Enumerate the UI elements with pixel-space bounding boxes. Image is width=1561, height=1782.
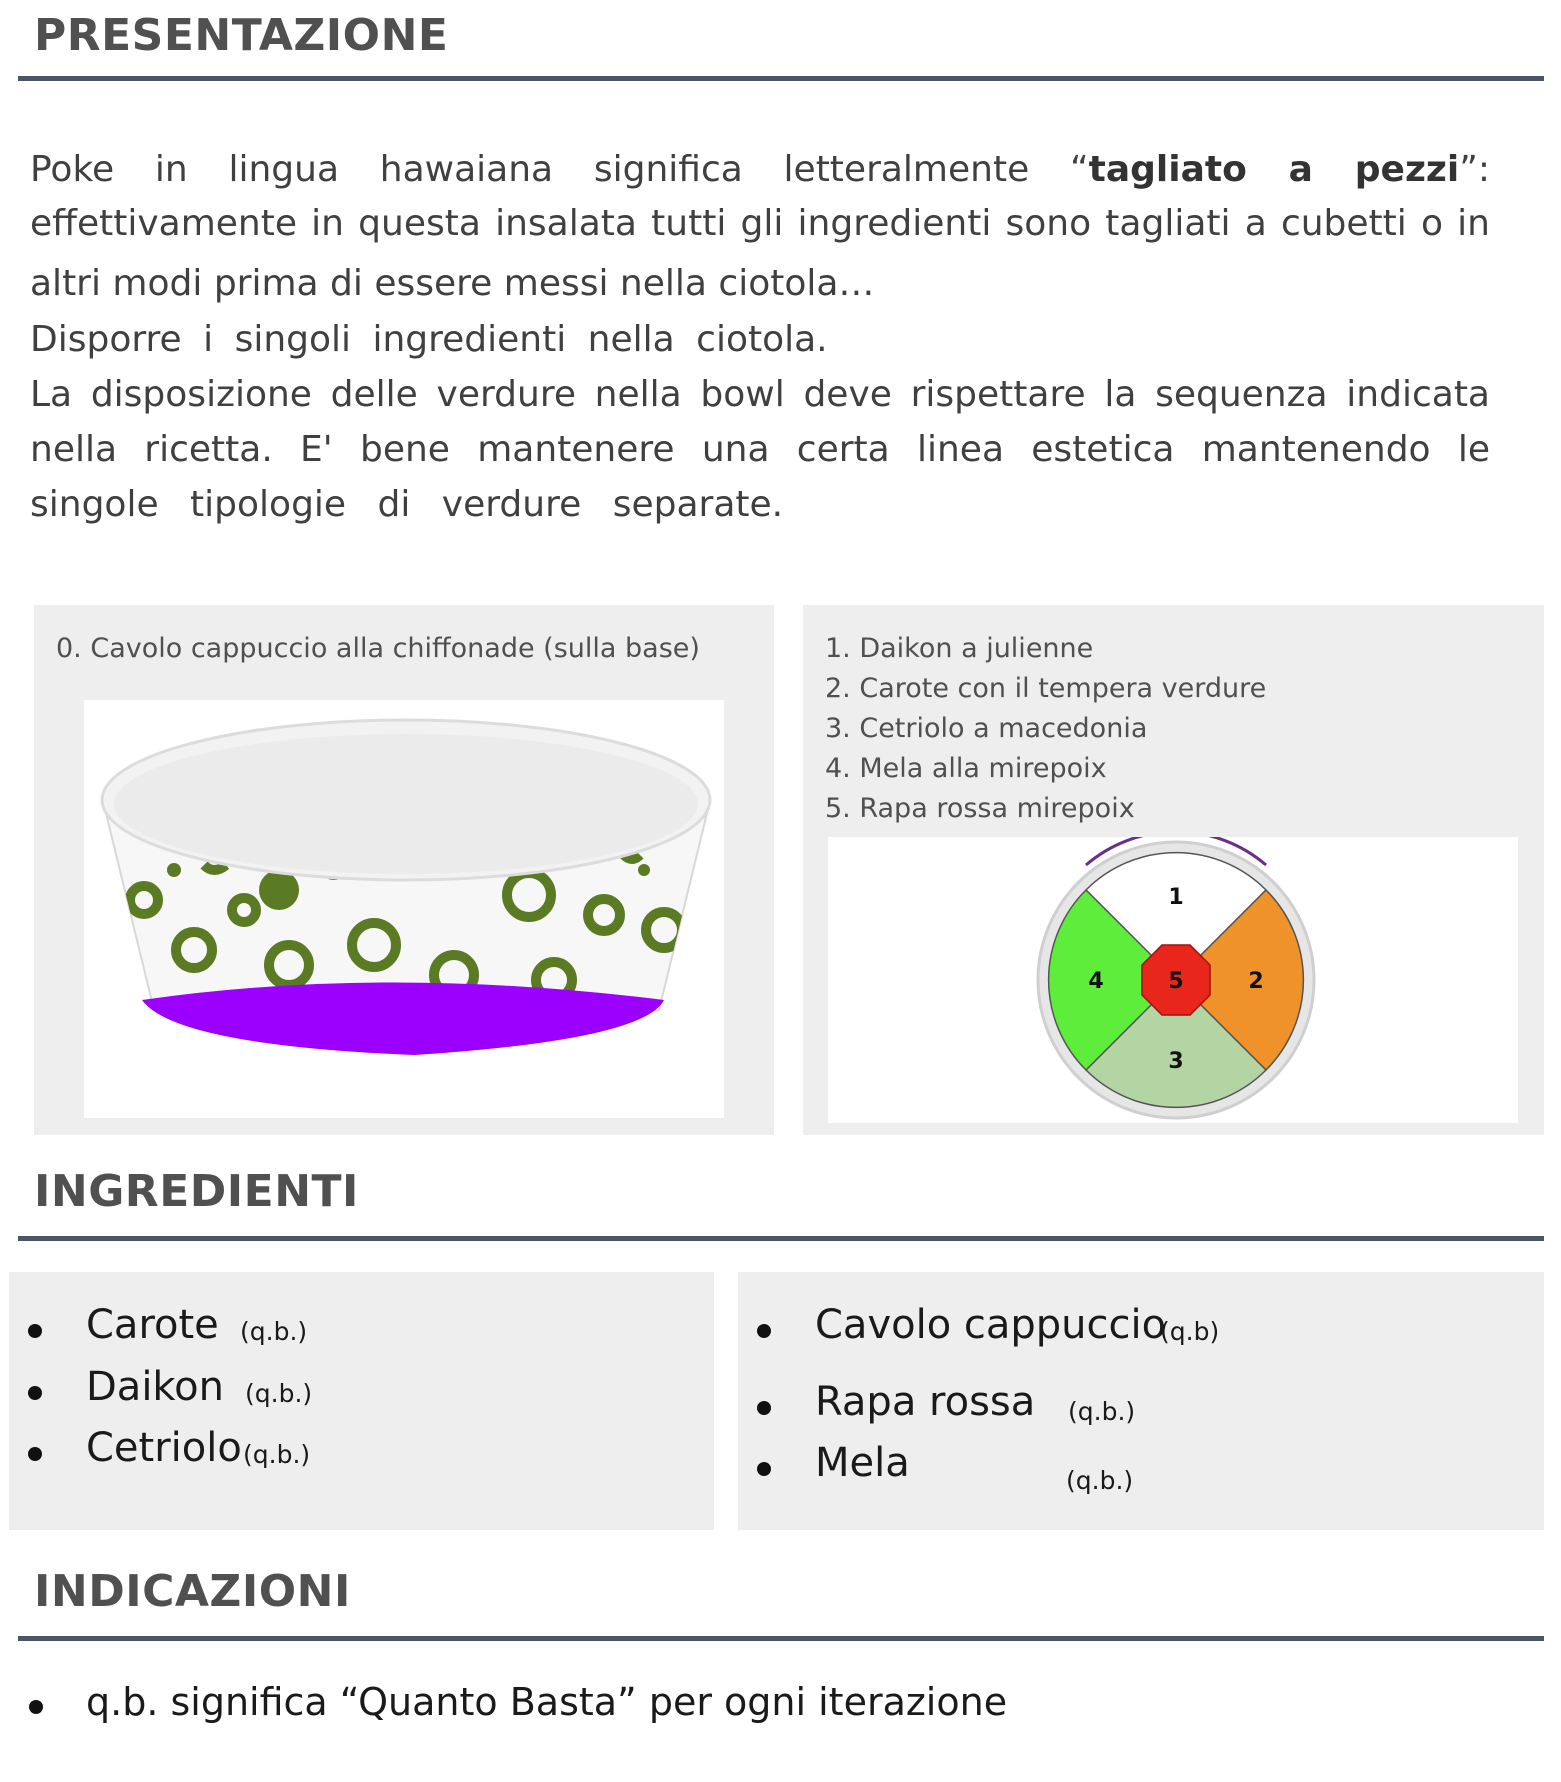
ingredient-name: Rapa rossa bbox=[815, 1379, 1036, 1425]
step-item: 3. Cetriolo a macedonia bbox=[825, 713, 1148, 744]
section-title-ingredients: INGREDIENTI bbox=[34, 1166, 359, 1217]
note-item: q.b. significa “Quanto Basta” per ogni iterazione bbox=[86, 1680, 1008, 1724]
ingredient-name: Mela bbox=[815, 1440, 910, 1486]
intro-line: Disporre i singoli ingredienti nella ciotola. bbox=[30, 319, 828, 360]
ingredient-qty: (q.b.) bbox=[245, 1379, 313, 1408]
ingredient-name: Cetriolo bbox=[86, 1425, 242, 1471]
bullet bbox=[28, 1447, 42, 1461]
wedge-label-1: 1 bbox=[1168, 885, 1184, 910]
step-item: 5. Rapa rossa mirepoix bbox=[825, 793, 1135, 824]
wedge-label-4: 4 bbox=[1088, 969, 1104, 994]
wedge-label-3: 3 bbox=[1168, 1049, 1184, 1074]
ingredient-name: Cavolo cappuccio bbox=[815, 1302, 1167, 1348]
intro-bold: tagliato a pezzi bbox=[1088, 149, 1460, 190]
section-title-indications: INDICAZIONI bbox=[34, 1566, 351, 1617]
bullet bbox=[757, 1401, 771, 1415]
intro-line: La disposizione delle verdure nella bowl deve rispettare la sequenza indicata bbox=[30, 374, 1490, 415]
ingredient-qty: (q.b.) bbox=[1066, 1466, 1134, 1495]
intro-line: nella ricetta. E' bene mantenere una certa linea estetica mantenendo le bbox=[30, 429, 1490, 470]
ingredients-right-panel bbox=[738, 1272, 1544, 1530]
intro-line: altri modi prima di essere messi nella ciotola… bbox=[30, 263, 875, 304]
step-item: 1. Daikon a julienne bbox=[825, 633, 1094, 664]
bowl-layout-diagram bbox=[828, 837, 1518, 1123]
step-item: 4. Mela alla mirepoix bbox=[825, 753, 1107, 784]
bullet bbox=[757, 1324, 771, 1338]
layout-panel bbox=[803, 605, 1544, 1135]
intro-text: Poke in lingua hawaiana significa letteralmente “ bbox=[30, 149, 1089, 190]
wedge-label-5: 5 bbox=[1168, 969, 1184, 994]
intro-text: ”: bbox=[1459, 149, 1490, 190]
section-rule bbox=[18, 1236, 1544, 1241]
ingredient-qty: (q.b.) bbox=[243, 1440, 311, 1469]
base-panel bbox=[34, 605, 774, 1135]
bullet bbox=[757, 1462, 771, 1476]
base-caption: 0. Cavolo cappuccio alla chiffonade (sulla base) bbox=[56, 633, 700, 664]
ingredient-qty: (q.b) bbox=[1160, 1317, 1220, 1346]
section-rule bbox=[18, 76, 1544, 81]
cabbage-base-fill bbox=[142, 983, 664, 1056]
bowl-image bbox=[84, 700, 724, 1118]
bullet bbox=[29, 1700, 43, 1714]
bullet bbox=[28, 1324, 42, 1338]
section-rule bbox=[18, 1636, 1544, 1641]
ingredients-left-panel bbox=[9, 1272, 714, 1530]
ingredient-qty: (q.b.) bbox=[1068, 1397, 1136, 1426]
ingredient-qty: (q.b.) bbox=[240, 1317, 308, 1346]
intro-line bbox=[30, 143, 1490, 197]
section-title-presentation: PRESENTAZIONE bbox=[34, 10, 449, 61]
step-item: 2. Carote con il tempera verdure bbox=[825, 673, 1267, 704]
ingredient-name: Carote bbox=[86, 1302, 219, 1348]
bullet bbox=[28, 1386, 42, 1400]
ingredient-name: Daikon bbox=[86, 1364, 224, 1410]
wedge-label-2: 2 bbox=[1248, 969, 1264, 994]
intro-line: effettivamente in questa insalata tutti gli ingredienti sono tagliati a cubetti o in bbox=[30, 203, 1490, 244]
intro-line: singole tipologie di verdure separate. bbox=[30, 484, 784, 525]
